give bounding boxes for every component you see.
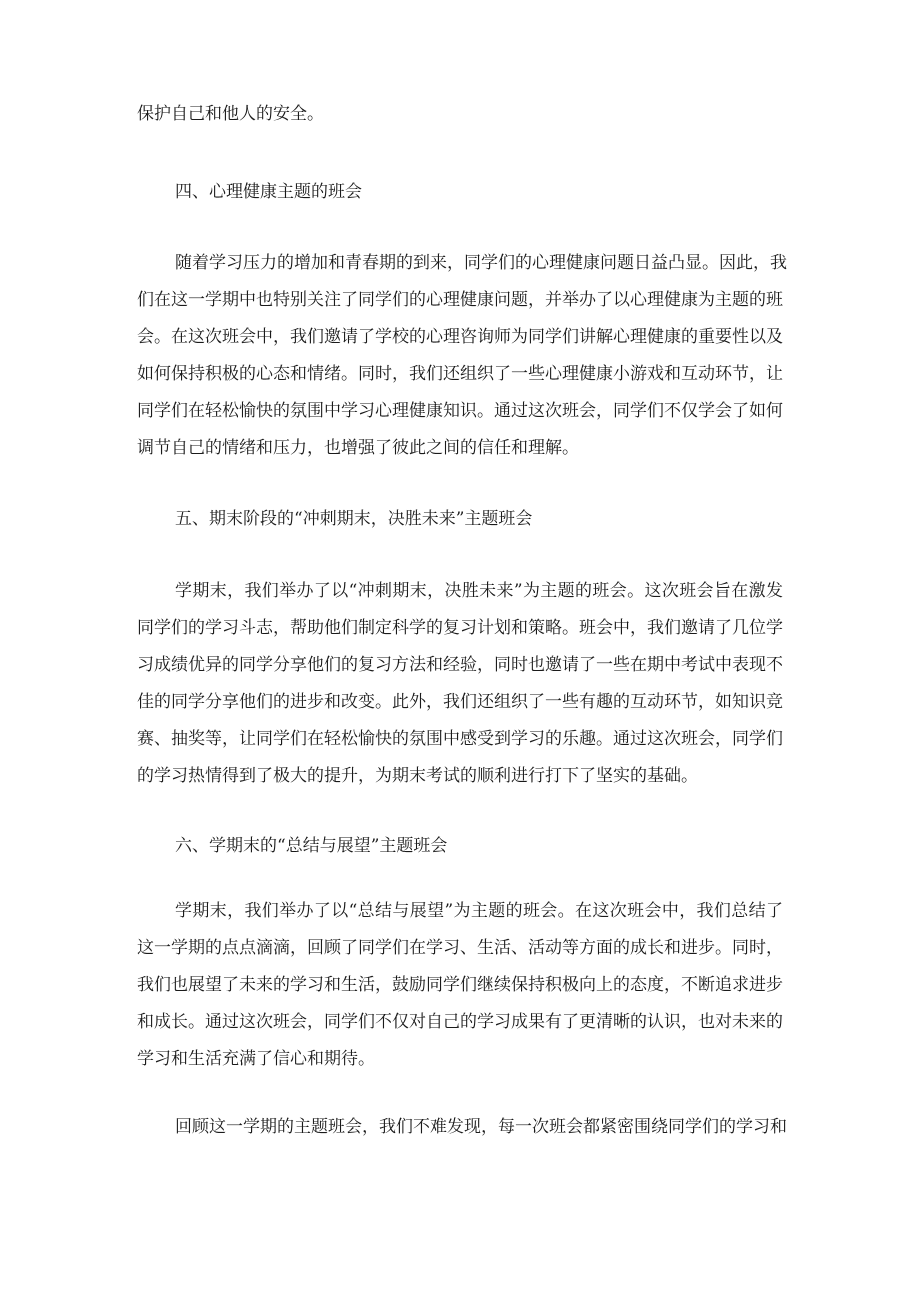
section-5-heading: 五、期末阶段的“冲刺期末，决胜未来”主题班会: [175, 509, 533, 529]
section-4-heading: 四、心理健康主题的班会: [175, 182, 362, 202]
text-line: 佳的同学分享他们的进步和改变。此外，我们还组织了一些有趣的互动环节，如知识竞: [137, 692, 783, 712]
section-4-paragraph: [137, 245, 787, 467]
text-line: 的学习热情得到了极大的提升，为期末考试的顺利进行打下了坚实的基础。: [137, 766, 698, 786]
text-line: 习成绩优异的同学分享他们的复习方法和经验，同时也邀请了一些在期中考试中表现不: [137, 655, 783, 675]
text-line: 调节自己的情绪和压力，也增强了彼此之间的信任和理解。: [137, 438, 579, 458]
text-line: 保护自己和他人的安全。: [137, 104, 324, 124]
text-line: 随着学习压力的增加和青春期的到来，同学们的心理健康问题日益凸显。因此，我: [175, 253, 787, 273]
text-line: 如何保持积极的心态和情绪。同时，我们还组织了一些心理健康小游戏和互动环节，让: [137, 364, 783, 384]
text-line: 回顾这一学期的主题班会，我们不难发现，每一次班会都紧密围绕同学们的学习和: [175, 1117, 787, 1137]
section-6-heading: 六、学期末的“总结与展望”主题班会: [175, 836, 448, 856]
text-line: 同学们的学习斗志，帮助他们制定科学的复习计划和策略。班会中，我们邀请了几位学: [137, 618, 783, 638]
text-line: 学期末，我们举办了以“冲刺期末，决胜未来”为主题的班会。这次班会旨在激发: [175, 581, 783, 601]
text-line: 学期末，我们举办了以“总结与展望”为主题的班会。在这次班会中，我们总结了: [175, 901, 783, 921]
text-line: 学习和生活充满了信心和期待。: [137, 1049, 375, 1069]
text-line: 我们也展望了未来的学习和生活，鼓励同学们继续保持积极向上的态度，不断追求进步: [137, 975, 783, 995]
text-line: 这一学期的点点滴滴，回顾了同学们在学习、生活、活动等方面的成长和进步。同时，: [137, 938, 783, 958]
intro-paragraph-tail: [137, 96, 783, 133]
section-5-paragraph: [137, 573, 783, 795]
section-6-paragraph: [137, 893, 783, 1078]
text-line: 赛、抽奖等，让同学们在轻松愉快的氛围中感受到学习的乐趣。通过这次班会，同学们: [137, 729, 783, 749]
text-line: 同学们在轻松愉快的氛围中学习心理健康知识。通过这次班会，同学们不仅学会了如何: [137, 401, 783, 421]
text-line: 们在这一学期中也特别关注了同学们的心理健康问题，并举办了以心理健康为主题的班: [137, 290, 783, 310]
text-line: 会。在这次班会中，我们邀请了学校的心理咨询师为同学们讲解心理健康的重要性以及: [137, 327, 783, 347]
text-line: 和成长。通过这次班会，同学们不仅对自己的学习成果有了更清晰的认识，也对未来的: [137, 1012, 783, 1032]
closing-paragraph: [137, 1109, 787, 1146]
